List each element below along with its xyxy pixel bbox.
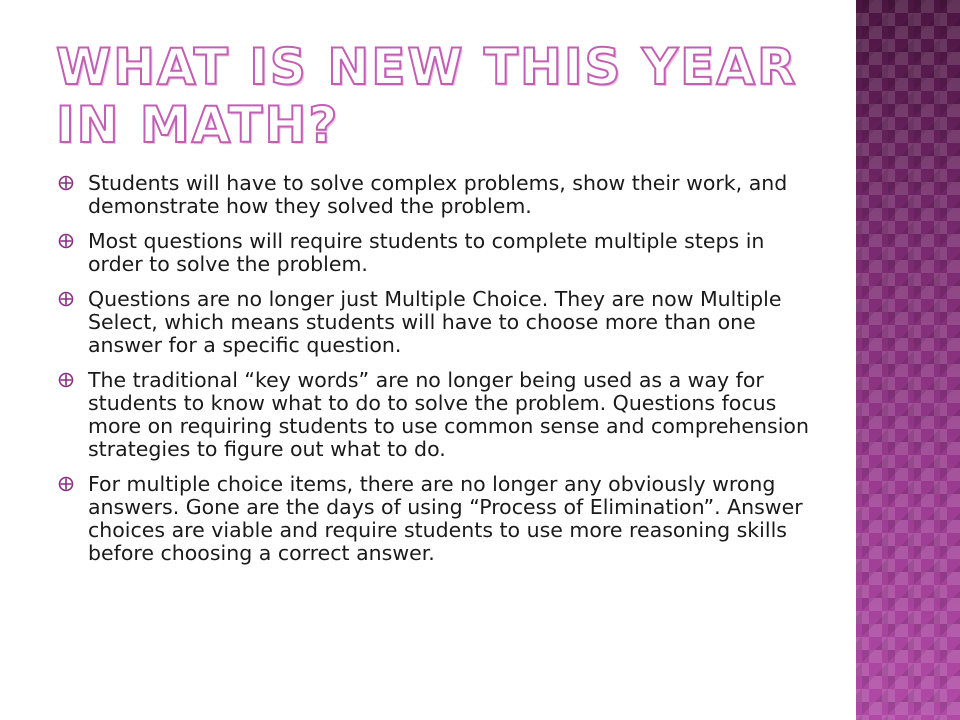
bullet-list — [58, 172, 818, 577]
circled-cross-icon — [58, 291, 74, 307]
bullet-text: Questions are no longer just Multiple Choice. They are now Multiple Select, which means students will have to choose more than one answer for a specific question. — [88, 287, 782, 357]
list-item — [58, 288, 818, 357]
bullet-text: For multiple choice items, there are no longer any obviously wrong answers. Gone are the days of using “Process of Elimination”. Answer choices are viable and require students to use more reasoning skills before choosing a correct answer. — [88, 472, 803, 565]
list-item — [58, 369, 818, 461]
circled-cross-icon — [58, 476, 74, 492]
circled-cross-icon — [58, 175, 74, 191]
bullet-text: The traditional “key words” are no longer being used as a way for students to know what to do to solve the problem. Questions focus more on requiring students to use common sense and comprehension strategies to figure out what to do. — [88, 368, 809, 461]
circled-cross-icon — [58, 372, 74, 388]
list-item — [58, 230, 818, 276]
list-item — [58, 172, 818, 218]
slide-title: WHAT IS NEW THIS YEAR IN MATH? — [56, 38, 798, 154]
bullet-text: Most questions will require students to complete multiple steps in order to solve the problem. — [88, 229, 765, 276]
circled-cross-icon — [58, 233, 74, 249]
list-item — [58, 473, 818, 565]
decorative-side-panel — [856, 0, 960, 720]
bullet-text: Students will have to solve complex problems, show their work, and demonstrate how they solved the problem. — [88, 171, 788, 218]
